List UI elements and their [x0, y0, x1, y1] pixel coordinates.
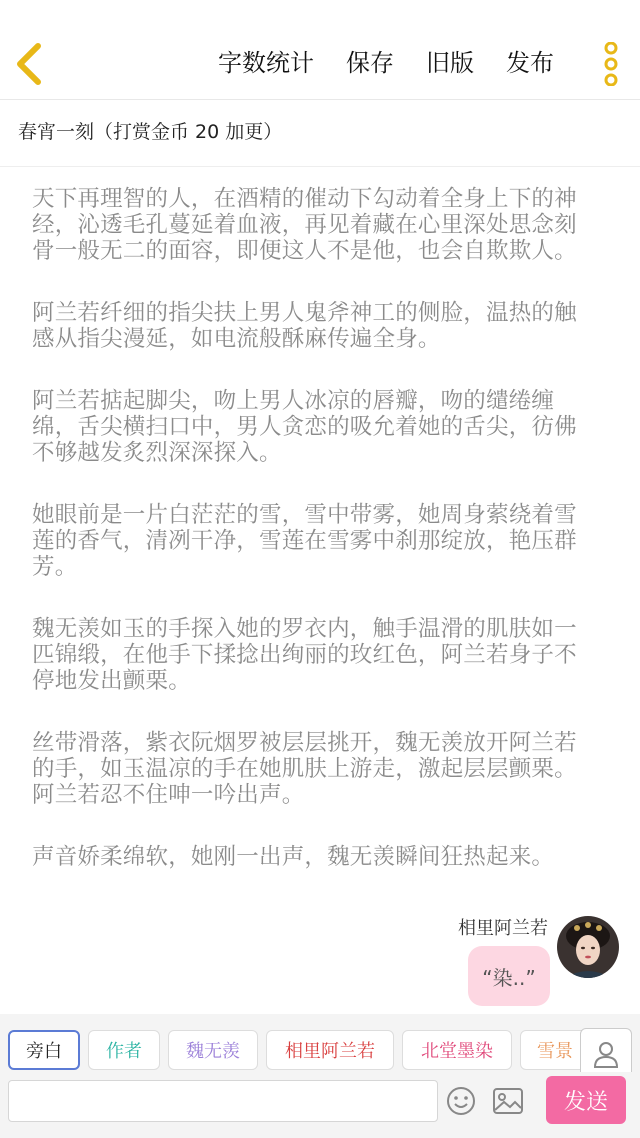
paragraph: 她眼前是一片白茫茫的雪，雪中带雾，她周身萦绕着雪莲的香气，清冽干净，雪莲在雪雾中刹那绽放，艳压群芳。	[32, 502, 577, 580]
paragraph: 丝带滑落，紫衣阮烟罗被层层挑开，魏无羡放开阿兰若的手，如玉温凉的手在她肌肤上游走，激起层层颤栗。阿兰若忍不住呻一吟出声。	[32, 730, 577, 808]
role-chip-label: 雪景	[537, 1041, 573, 1062]
top-actions	[218, 46, 586, 80]
character-avatar-image	[557, 916, 619, 978]
role-chip-label: 北堂墨染	[421, 1041, 493, 1062]
paragraph: 魏无羡如玉的手探入她的罗衣内，触手温滑的肌肤如一匹锦缎，在他手下揉捻出绚丽的玫红色，阿兰若身子不停地发出颤栗。	[32, 616, 577, 694]
paragraph: 阿兰若纤细的指尖扶上男人鬼斧神工的侧脸，温热的触感从指尖漫延，如电流般酥麻传遍全身。	[32, 300, 577, 352]
composer-bar	[0, 1072, 640, 1138]
role-chip-wei-wuxian[interactable]	[168, 1030, 258, 1070]
back-chevron-icon	[10, 40, 50, 88]
old-version-button[interactable]: 旧版	[426, 49, 474, 77]
publish-button[interactable]: 发布	[506, 49, 554, 77]
paragraph: 阿兰若掂起脚尖，吻上男人冰凉的唇瓣，吻的缱绻缠绵，舌尖横扫口中，男人贪恋的吸允着她的舌尖，彷佛不够越发炙烈深深探入。	[32, 388, 577, 466]
paragraph: 天下再理智的人，在酒精的催动下勾动着全身上下的神经，沁透毛孔蔓延着血液，再见着藏在心里深处思念刻骨一般无二的面容，即便这人不是他，也会自欺欺人。	[32, 186, 577, 264]
role-chip-label: 作者	[106, 1041, 142, 1062]
word-count-button[interactable]: 字数统计	[218, 49, 314, 77]
message-input[interactable]	[8, 1080, 438, 1122]
chapter-title[interactable]: 春宵一刻（打赏金币 20 加更）	[18, 121, 283, 143]
image-icon	[492, 1086, 524, 1116]
role-chip-beitang-moran[interactable]	[402, 1030, 512, 1070]
divider	[0, 166, 640, 167]
emoji-button[interactable]	[446, 1086, 476, 1116]
avatar[interactable]	[557, 916, 619, 978]
role-chip-xiangli-alanruo[interactable]	[266, 1030, 394, 1070]
message-bubble[interactable]: “染..”	[468, 946, 550, 1006]
story-content[interactable]	[32, 186, 592, 906]
user-icon	[593, 1040, 619, 1068]
back-button[interactable]	[10, 40, 50, 88]
image-button[interactable]	[492, 1086, 524, 1116]
top-bar	[0, 0, 640, 100]
save-button[interactable]: 保存	[346, 49, 394, 77]
more-menu-button[interactable]	[600, 42, 622, 86]
emoji-icon	[446, 1086, 476, 1116]
role-chip-label: 相里阿兰若	[285, 1041, 375, 1062]
more-dots-icon	[600, 42, 622, 86]
paragraph: 声音娇柔绵软，她刚一出声，魏无羡瞬间狂热起来。	[32, 844, 555, 870]
message-sender-name: 相里阿兰若	[458, 918, 548, 939]
role-chip-label: 魏无羡	[186, 1041, 240, 1062]
role-chip-author[interactable]	[88, 1030, 160, 1070]
role-chip-narration[interactable]	[8, 1030, 80, 1070]
send-button[interactable]: 发送	[546, 1076, 626, 1124]
role-chip-label: 旁白	[26, 1041, 62, 1062]
